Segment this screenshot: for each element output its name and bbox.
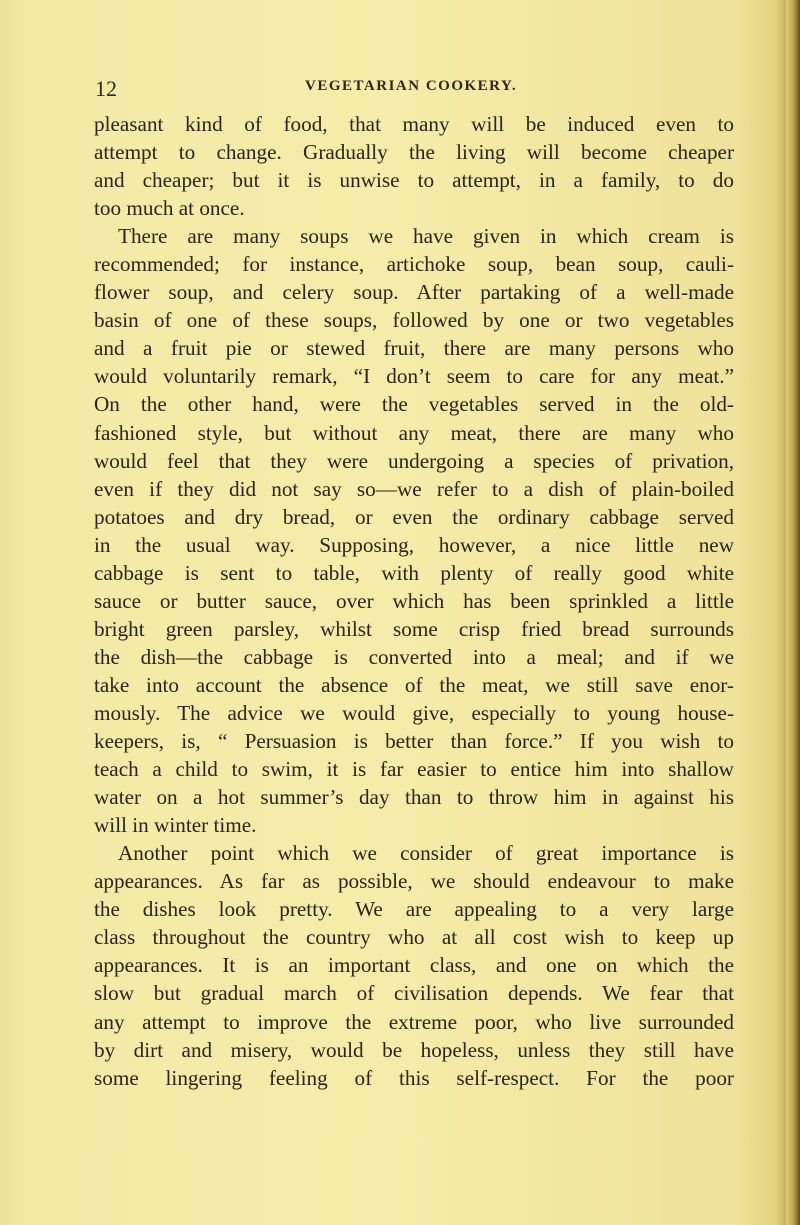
running-head: VEGETARIAN COOKERY. [305, 78, 518, 94]
text-line: flower soup, and celery soup. After partaking of a well-made [94, 280, 734, 305]
text-line: pleasant kind of food, that many will be induced even to [94, 112, 734, 136]
body-text [94, 110, 734, 1092]
text-line: the dish—the cabbage is converted into a meal; and if we [94, 644, 734, 669]
text-line: appearances. As far as possible, we should endeavour to make [94, 869, 734, 894]
text-line: Another point which we consider of great importance is [118, 841, 734, 866]
text-line: in the usual way. Supposing, however, a nice little new [94, 532, 734, 557]
text-line: some lingering feeling of this self-respect. For the poor [94, 1065, 734, 1090]
text-line: any attempt to improve the extreme poor, who live surrounded [94, 1009, 734, 1034]
text-line: keepers, is, “ Persuasion is better than force.” If you wish to [94, 729, 734, 754]
text-line: potatoes and dry bread, or even the ordinary cabbage served [94, 504, 734, 529]
text-line: teach a child to swim, it is far easier to entice him into shallow [94, 757, 734, 782]
text-line: recommended; for instance, artichoke soup, bean soup, cauli- [94, 252, 734, 277]
text-line: On the other hand, were the vegetables served in the old- [94, 392, 734, 417]
text-line: mously. The advice we would give, especially to young house- [94, 700, 734, 725]
text-line: water on a hot summer’s day than to throw him in against his [94, 785, 734, 810]
text-line: the dishes look pretty. We are appealing to a very large [94, 897, 734, 922]
text-line: attempt to change. Gradually the living will become cheaper [94, 140, 734, 165]
text-line: even if they did not say so—we refer to a dish of plain-boiled [94, 476, 734, 501]
text-line: take into account the absence of the meat, we still save enor- [94, 672, 734, 697]
text-line: and cheaper; but it is unwise to attempt, in a family, to do [94, 168, 734, 193]
text-line: There are many soups we have given in which cream is [118, 224, 734, 249]
page-gutter-shade [0, 0, 30, 1225]
text-line: too much at once. [94, 196, 245, 221]
text-line: by dirt and misery, would be hopeless, unless they still have [94, 1037, 734, 1062]
text-line: sauce or butter sauce, over which has been sprinkled a little [94, 588, 734, 613]
text-line: and a fruit pie or stewed fruit, there are many persons who [94, 336, 734, 361]
text-line: would feel that they were undergoing a species of privation, [94, 448, 734, 473]
text-line: will in winter time. [94, 813, 257, 838]
text-line: cabbage is sent to table, with plenty of really good white [94, 560, 734, 585]
text-line: fashioned style, but without any meat, there are many who [94, 420, 734, 445]
text-line: basin of one of these soups, followed by one or two vegetables [94, 308, 734, 333]
text-line: slow but gradual march of civilisation depends. We fear that [94, 981, 734, 1006]
text-line: would voluntarily remark, “I don’t seem to care for any meat.” [94, 364, 734, 389]
text-line: appearances. It is an important class, and one on which the [94, 953, 734, 978]
page-header [93, 76, 733, 104]
page-number: 12 [95, 76, 117, 101]
text-line: bright green parsley, whilst some crisp fried bread surrounds [94, 616, 734, 641]
text-line: class throughout the country who at all cost wish to keep up [94, 925, 734, 950]
page-edge-binding [786, 0, 800, 1225]
